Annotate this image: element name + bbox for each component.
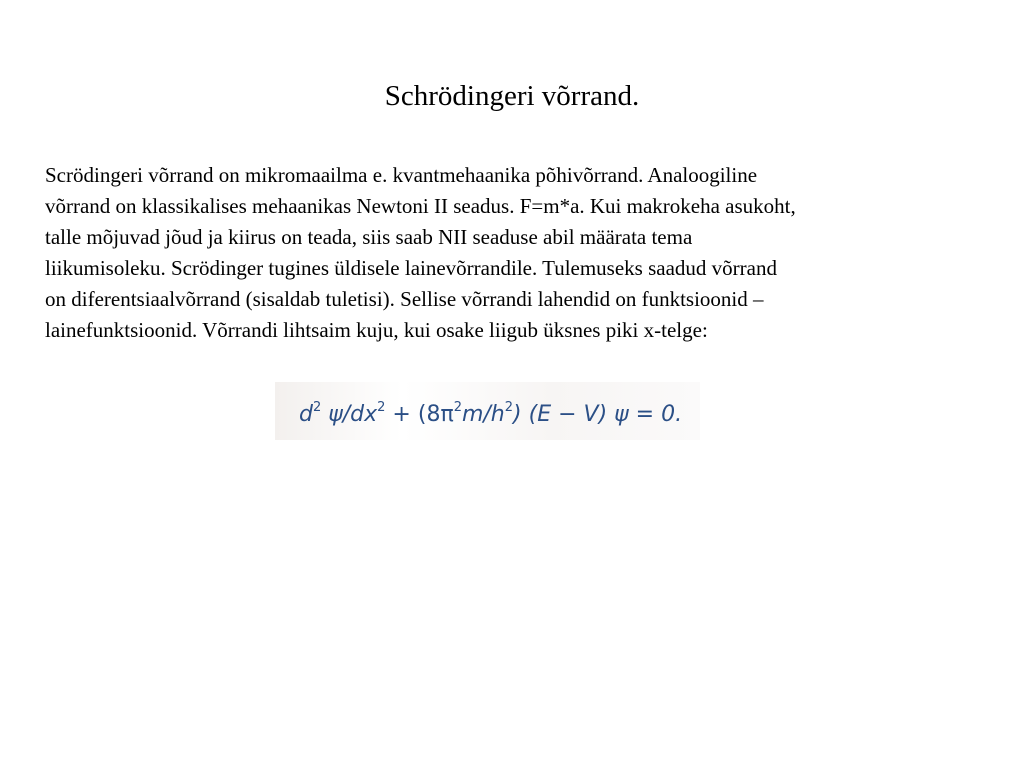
schrodinger-equation-image — [275, 382, 700, 440]
equation-graphic — [275, 382, 700, 440]
slide-paragraph — [45, 160, 980, 346]
equation-text: $d^2$ $\psi/dx^2 + (8\pi^2m/h^2) (E - V) \psi = 0$. — [299, 400, 683, 427]
paragraph-line: lainefunktsioonid. Võrrandi lihtsaim kuju, kui osake liigub üksnes piki x-telge: — [45, 318, 708, 342]
paragraph-line: talle mõjuvad jõud ja kiirus on teada, siis saab NII seaduse abil määrata tema — [45, 225, 693, 249]
paragraph-line: on diferentsiaalvõrrand (sisaldab tuletisi). Sellise võrrandi lahendid on funktsioonid – — [45, 287, 764, 311]
paragraph-line: võrrand on klassikalises mehaanikas Newtoni II seadus. F=m*a. Kui makrokeha asukoht, — [45, 194, 796, 218]
paragraph-line: Scrödingeri võrrand on mikromaailma e. kvantmehaanika põhivõrrand. Analoogiline — [45, 163, 758, 187]
paragraph-line: liikumisoleku. Scrödinger tugines üldisele lainevõrrandile. Tulemuseks saadud võrrand — [45, 256, 777, 280]
slide-title: Schrödingeri võrrand. — [384, 80, 640, 112]
